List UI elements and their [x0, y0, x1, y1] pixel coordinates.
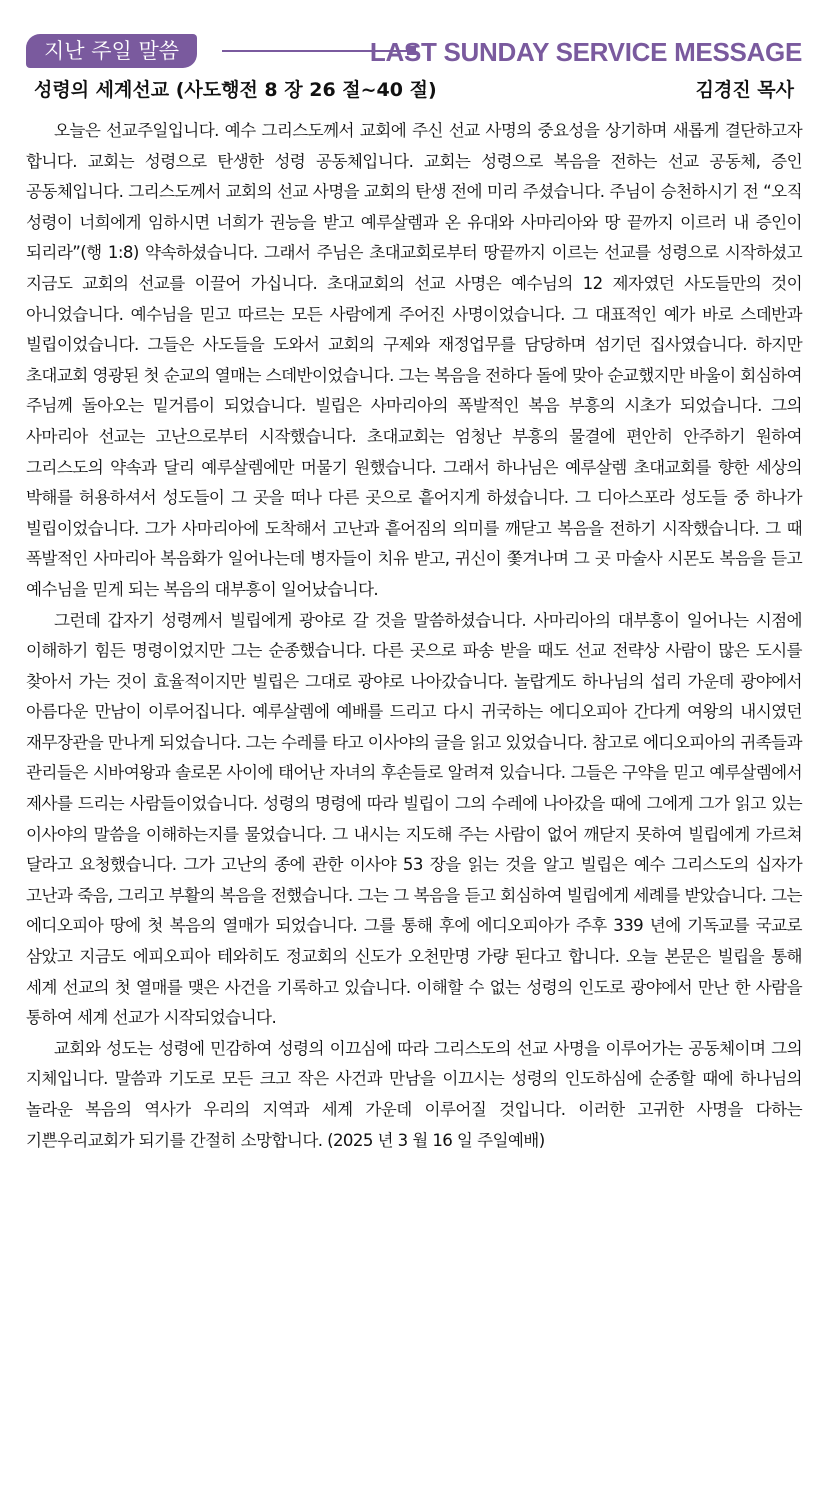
sermon-body — [26, 116, 802, 1156]
sermon-title: 성령의 세계선교 (사도행전 8 장 26 절~40 절) — [34, 79, 437, 101]
section-label-korean: 지난 주일 말씀 — [26, 34, 197, 68]
section-header — [26, 34, 802, 70]
sermon-paragraph-3: 교회와 성도는 성령에 민감하여 성령의 이끄심에 따라 그리스도의 선교 사명을 이루어가는 공동체이며 그의 지체입니다. 말씀과 기도로 모든 크고 작은 사건과 만남을 이끄시는 성령의 인도하심에 순종할 때에 하나님의 놀라운 복음의 역사가 우리의 지역과 세계 가운데 이루어질 것입니다. 이러한 고귀한 사명을 다하는 기쁜우리교회가 되기를 간절히 소망합니다. (2025 년 3 월 16 일 주일예배) — [26, 1038, 802, 1150]
sermon-paragraph-1: 오늘은 선교주일입니다. 예수 그리스도께서 교회에 주신 선교 사명의 중요성을 상기하며 새롭게 결단하고자 합니다. 교회는 성령으로 탄생한 성령 공동체입니다. 교회는 성령으로 복음을 전하는 선교 공동체, 증인 공동체입니다. 그리스도께서 교회의 선교 사명을 교회의 탄생 전에 미리 주셨습니다. 주님이 승천하시기 전 “오직 성령이 너희에게 임하시면 너희가 권능을 받고 예루살렘과 온 유대와 사마리아와 땅 끝까지 이르러 내 증인이 되리라”(행 1:8) 약속하셨습니다. 그래서 주님은 초대교회로부터 땅끝까지 이르는 선교를 성령으로 시작하셨고 지금도 교회의 선교를 이끌어 가십니다. 초대교회의 선교 사명은 예수님의 12 제자였던 사도들만의 것이 아니었습니다. 예수님을 믿고 따르는 모든 사람에게 주어진 사명이었습니다. 그 대표적인 예가 바로 스데반과 빌립이었습니다. 그들은 사도들을 도와서 교회의 구제와 재정업무를 담당하며 섬기던 집사였습니다. 하지만 초대교회 영광된 첫 순교의 열매는 스데반이었습니다. 그는 복음을 전하다 돌에 맞아 순교했지만 바울이 회심하여 주님께 돌아오는 밑거름이 되었습니다. 빌립은 사마리아의 폭발적인 복음 부흥의 시초가 되었습니다. 그의 사마리아 선교는 고난으로부터 시작했습니다. 초대교회는 엄청난 부흥의 물결에 편안히 안주하기 원하여 그리스도의 약속과 달리 예루살렘에만 머물기 원했습니다. 그래서 하나님은 예루살렘 초대교회를 향한 세상의 박해를 허용하셔서 성도들이 그 곳을 떠나 다른 곳으로 흩어지게 하셨습니다. 그 디아스포라 성도들 중 하나가 빌립이었습니다. 그가 사마리아에 도착해서 고난과 흩어짐의 의미를 깨닫고 복음을 전하기 시작했습니다. 그 때 폭발적인 사마리아 복음화가 일어나는데 병자들이 치유 받고, 귀신이 쫓겨나며 그 곳 마술사 시몬도 복음을 듣고 예수님을 믿게 되는 복음의 대부흥이 일어났습니다. — [26, 121, 802, 599]
preacher-name: 김경진 목사 — [695, 79, 794, 101]
sermon-paragraph-2: 그런데 갑자기 성령께서 빌립에게 광야로 갈 것을 말씀하셨습니다. 사마리아의 대부흥이 일어나는 시점에 이해하기 힘든 명령이었지만 그는 순종했습니다. 다른 곳으로 파송 받을 때도 선교 전략상 사람이 많은 도시를 찾아서 가는 것이 효율적이지만 빌립은 그대로 광야로 나아갔습니다. 놀랍게도 하나님의 섭리 가운데 광야에서 아름다운 만남이 이루어집니다. 예루살렘에 예배를 드리고 다시 귀국하는 에디오피아 간다게 여왕의 내시였던 재무장관을 만나게 되었습니다. 그는 수레를 타고 이사야의 글을 읽고 있었습니다. 참고로 에디오피아의 귀족들과 관리들은 시바여왕과 솔로몬 사이에 태어난 자녀의 후손들로 알려져 있습니다. 그들은 구약을 믿고 예루살렘에서 제사를 드리는 사람들이었습니다. 성령의 명령에 따라 빌립이 그의 수레에 나아갔을 때에 그에게 그가 읽고 있는 이사야의 말씀을 이해하는지를 물었습니다. 그 내시는 지도해 주는 사람이 없어 깨닫지 못하여 빌립에게 가르쳐 달라고 요청했습니다. 그가 고난의 종에 관한 이사야 53 장을 읽는 것을 알고 빌립은 예수 그리스도의 십자가 고난과 죽음, 그리고 부활의 복음을 전했습니다. 그는 그 복음을 듣고 회심하여 빌립에게 세례를 받았습니다. 그는 에디오피아 땅에 첫 복음의 열매가 되었습니다. 그를 통해 후에 에디오피아가 주후 339 년에 기독교를 국교로 삼았고 지금도 에피오피아 테와히도 정교회의 신도가 오천만명 가량 된다고 합니다. 오늘 본문은 빌립을 통해 세계 선교의 첫 열매를 맺은 사건을 기록하고 있습니다. 이해할 수 없는 성령의 인도로 광야에서 만난 한 사람을 통하여 세계 선교가 시작되었습니다. — [26, 610, 802, 1028]
section-label-english: LAST SUNDAY SERVICE MESSAGE — [369, 37, 802, 67]
sermon-title-row — [34, 74, 794, 106]
